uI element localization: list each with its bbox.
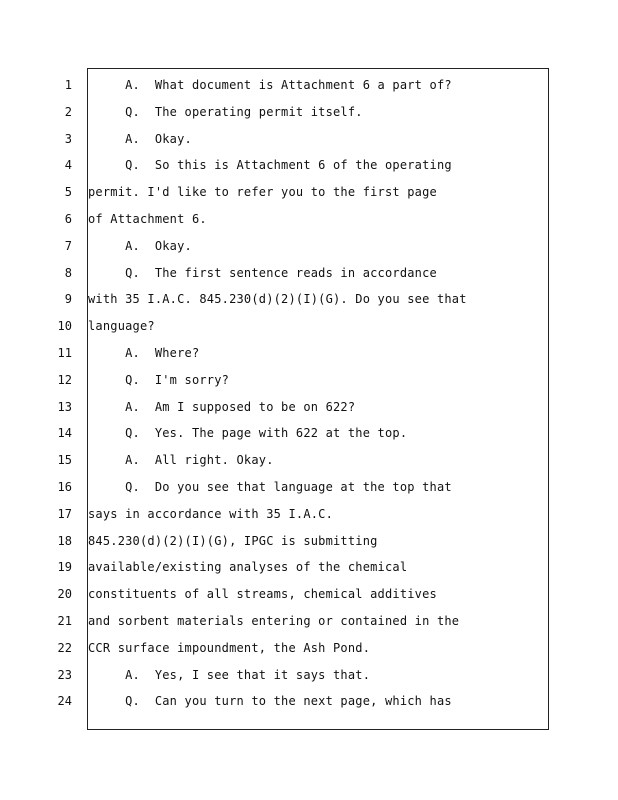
transcript-line: A. Yes, I see that it says that.	[88, 668, 371, 682]
transcript-line: of Attachment 6.	[88, 212, 207, 226]
line-number: 19	[57, 560, 72, 574]
line-number: 18	[57, 534, 72, 548]
transcript-line: permit. I'd like to refer you to the first page	[88, 185, 437, 199]
transcript-line: Q. The first sentence reads in accordance	[88, 266, 437, 280]
line-number: 14	[57, 426, 72, 440]
line-number: 10	[57, 319, 72, 333]
line-number: 8	[64, 266, 72, 280]
line-number: 6	[64, 212, 72, 226]
transcript-line: 845.230(d)(2)(I)(G), IPGC is submitting	[88, 534, 378, 548]
line-number: 1	[64, 78, 72, 92]
line-number: 3	[64, 132, 72, 146]
transcript-line: says in accordance with 35 I.A.C.	[88, 507, 334, 521]
line-number: 5	[64, 185, 72, 199]
transcript-line: A. Okay.	[88, 239, 192, 253]
transcript-line: A. Am I supposed to be on 622?	[88, 400, 356, 414]
line-number: 7	[64, 239, 72, 253]
transcript-line: A. Where?	[88, 346, 200, 360]
transcript-line: A. What document is Attachment 6 a part of?	[88, 78, 452, 92]
line-number: 16	[57, 480, 72, 494]
transcript-line: language?	[88, 319, 155, 333]
transcript-line: A. Okay.	[88, 132, 192, 146]
line-number: 4	[64, 158, 72, 172]
line-number: 15	[57, 453, 72, 467]
line-number: 23	[57, 668, 72, 682]
line-number: 11	[57, 346, 72, 360]
line-number: 21	[57, 614, 72, 628]
transcript-line: Q. Do you see that language at the top that	[88, 480, 452, 494]
line-number: 24	[57, 694, 72, 708]
transcript-line: available/existing analyses of the chemical	[88, 560, 408, 574]
transcript-line: Q. Yes. The page with 622 at the top.	[88, 426, 408, 440]
transcript-line: CCR surface impoundment, the Ash Pond.	[88, 641, 371, 655]
transcript-line: Q. So this is Attachment 6 of the operating	[88, 158, 452, 172]
transcript-line: Q. I'm sorry?	[88, 373, 230, 387]
transcript-line: and sorbent materials entering or contained in the	[88, 614, 460, 628]
line-number: 22	[57, 641, 72, 655]
line-number: 2	[64, 105, 72, 119]
transcript-line: A. All right. Okay.	[88, 453, 274, 467]
line-number: 13	[57, 400, 72, 414]
line-number: 12	[57, 373, 72, 387]
transcript-line: constituents of all streams, chemical additives	[88, 587, 437, 601]
transcript-line: Q. The operating permit itself.	[88, 105, 363, 119]
line-number: 20	[57, 587, 72, 601]
line-number: 9	[64, 292, 72, 306]
transcript-line: with 35 I.A.C. 845.230(d)(2)(I)(G). Do you see that	[88, 292, 467, 306]
line-number: 17	[57, 507, 72, 521]
transcript-line: Q. Can you turn to the next page, which has	[88, 694, 452, 708]
